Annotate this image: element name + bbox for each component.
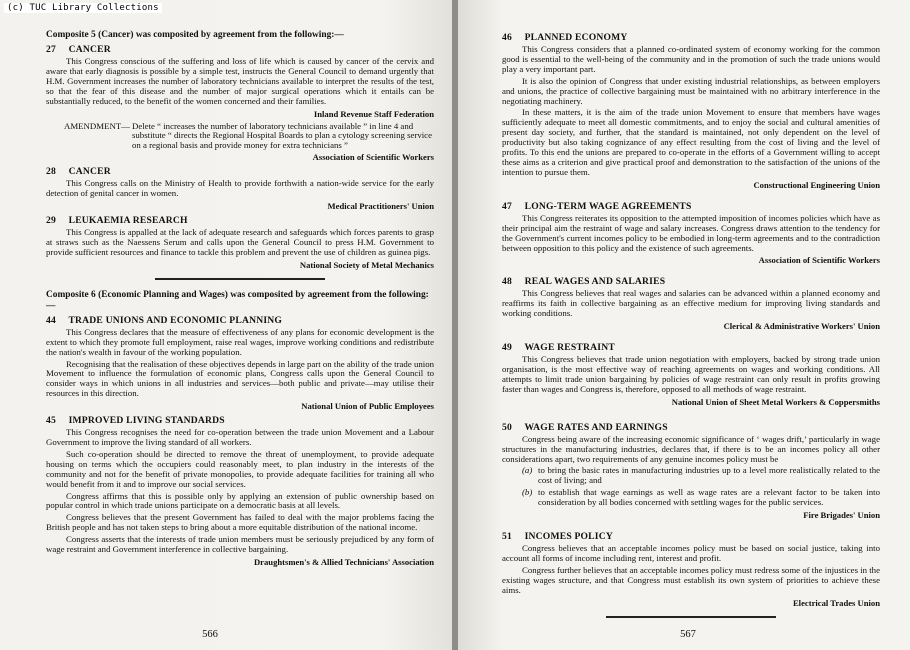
motion-text: Congress asserts that the interests of trade union members must be seriously prejudiced by any form of wage restraint and Government interference in collective bargaining.	[46, 534, 434, 555]
motion-title: WAGE RATES AND EARNINGS	[524, 421, 668, 433]
motion-text: Congress believes that the present Government has failed to deal with the major problems facing the British people and has not taken steps to bring about a more equitable distribution of the national income.	[46, 512, 434, 533]
motion-text: This Congress believes that trade union negotiation with employers, backed by strong trade union organisation, is the most effective way of reaching agreements on wages and working conditions. All attempts to limit trade union bargaining by policies of wage restraint can only result in profits growing faster than wages and Congress is, therefore, opposed to all methods of wage restraint.	[502, 354, 880, 394]
motion-text: This Congress is appalled at the lack of adequate research and safeguards which forces parents to grasp at straws such as the Naessens Serum and calls upon the General Council to press H.M. Government to provide sufficient resources and finance to tackle this problem and prevent the use of children as guinea pigs.	[46, 227, 434, 257]
motion-title: IMPROVED LIVING STANDARDS	[68, 415, 225, 427]
page-number: 566	[202, 629, 218, 640]
motion-47	[502, 201, 880, 266]
motion-title: PLANNED ECONOMY	[524, 32, 628, 43]
motion-46	[502, 32, 880, 190]
motion-text: Congress being aware of the increasing economic significance of ‘ wages drift,’ particularly in wage structures in the manufacturing industries, declares that, if there is to be an incomes policy all other considerations apart, two requirements of any genuine incomes policy must be	[502, 433, 880, 464]
left-page	[0, 0, 452, 650]
motion-text: Such co-operation should be directed to remove the threat of unemployment, to provide adequate housing on terms which the occupiers could reasonably meet, to plan industry in the interests of the community and not for the benefit of private monopolies, to provide adequate facilities for training all who would benefit from it and to improve our social services.	[46, 448, 434, 489]
motion-text: In these matters, it is the aim of the trade union Movement to ensure that members have wages sufficiently adequate to meet all domestic commitments, and to enjoy the social and cultural amenities of present day society, and further, that the standard is maintained, not only dependent on the level of productivity but also taking cognizance of any effect resulting from the cost of living and the level of profits. To this end the unions are prepared to co-operate in the efforts of a Government willing to accept these aims as a criterion and give practical proof and demonstration to the satisfaction of the unions of the intention to pursue them.	[502, 107, 880, 177]
right-page	[458, 0, 910, 650]
motion-number: 46	[502, 32, 512, 43]
motion-45	[46, 415, 434, 567]
motion-number: 29	[46, 215, 56, 227]
amendment-proposer: Association of Scientific Workers	[312, 152, 434, 163]
motion-title: TRADE UNIONS AND ECONOMIC PLANNING	[68, 314, 283, 326]
motion-28	[46, 166, 434, 211]
motion-proposer: Electrical Trades Union	[792, 597, 880, 608]
motion-text: This Congress considers that a planned co-ordinated system of economy working for the common good is essential to the well-being of the community and in the promotion of such the trade unions would play a very important part.	[502, 44, 880, 74]
motion-title: WAGE RESTRAINT	[524, 342, 615, 354]
motion-text: It is also the opinion of Congress that under existing industrial relationships, as between employers and unions, the practice of collective bargaining must be maintained with no arbitrary interference in the negotiating machinery.	[502, 75, 880, 106]
motion-proposer: Clerical & Administrative Workers' Union	[723, 321, 880, 332]
motion-text: This Congress calls on the Ministry of Health to provide forthwith a nation-wide service for the early detection of genital cancer in women.	[46, 178, 434, 199]
amendment	[64, 122, 434, 152]
motion-text: This Congress recognises the need for co-operation between the trade union Movement and a Labour Government to improve the living standard of all workers.	[46, 427, 434, 448]
motion-proposer: National Society of Metal Mechanics	[299, 259, 434, 270]
spacer	[502, 269, 880, 274]
motion-proposer: Fire Brigades' Union	[803, 510, 880, 521]
spacer	[502, 524, 880, 529]
motion-text: This Congress conscious of the suffering and loss of life which is caused by cancer of the cervix and aware that early diagnosis is possible by a simple test, instructs the General Council to demand urgently that H.M. Government increases the number of laboratory technicians available to interpret the results of the test, so that the fear of this disease and the number of major surgical operations which it entails can be substantially reduced, to the benefit of the women concerned and their families.	[46, 56, 434, 106]
collection-watermark: (c) TUC Library Collections	[4, 3, 162, 13]
motion-title: CANCER	[68, 44, 111, 55]
motion-heading	[46, 415, 434, 426]
motion-heading	[502, 422, 880, 433]
motion-text: Recognising that the realisation of these objectives depends in large part on the ability of the trade union Movement to influence the formulation of economic plans, Congress calls upon the General Council to consider ways in which unions in all industries and services—both public and private—may utilise their resources in this direction.	[46, 358, 434, 399]
motion-number: 50	[502, 421, 512, 433]
motion-number: 27	[46, 44, 56, 55]
spacer	[502, 335, 880, 340]
section-divider	[606, 616, 776, 618]
motion-heading	[46, 166, 434, 177]
motion-proposer: Inland Revenue Staff Federation	[313, 108, 434, 119]
motion-heading	[502, 342, 880, 353]
motion-number: 28	[46, 166, 56, 178]
motion-49	[502, 342, 880, 407]
section-divider	[155, 278, 325, 280]
motion-title: CANCER	[68, 166, 111, 178]
motion-48	[502, 276, 880, 331]
amendment-text: Delete “ increases the number of laboratory technicians available ” in line 4 and substitute “ directs the Regional Hospital Boards to plan a cytology screening service on a regional basis and provide money for extra technicians ”	[131, 120, 432, 151]
motion-heading	[502, 32, 880, 43]
motion-title: REAL WAGES AND SALARIES	[524, 276, 666, 288]
spacer	[502, 194, 880, 199]
composite-heading: Composite 6 (Economic Planning and Wages) was composited by agreement from the following:—	[46, 289, 429, 311]
motion-proposer: Draughtsmen's & Allied Technicians' Association	[253, 557, 434, 567]
motion-27	[46, 44, 434, 162]
list-item-text: to bring the basic rates in manufacturing industries up to a level more realistically related to the cost of living; and	[538, 465, 880, 486]
motion-text: Congress believes that an acceptable incomes policy must be based on social justice, taking into account all forms of income including rent, interest and profit.	[502, 543, 880, 563]
motion-number: 45	[46, 415, 56, 427]
motion-number: 47	[502, 200, 512, 212]
motion-heading	[502, 276, 880, 287]
motion-title: LEUKAEMIA RESEARCH	[68, 215, 188, 227]
motion-51	[502, 531, 880, 608]
motion-number: 48	[502, 276, 512, 288]
motion-number: 49	[502, 342, 512, 354]
motion-text: This Congress declares that the measure of effectiveness of any plans for economic development is the extent to which they promote full employment, raise real wages, improve working conditions and redistribute the nation's wealth in favour of the working population.	[46, 326, 434, 357]
motion-heading	[502, 531, 880, 542]
spacer	[502, 411, 880, 420]
motion-text: Congress affirms that this is possible only by applying an extension of public ownership based on popular control in which trade unions participate on a democratic basis at all levels.	[46, 490, 434, 511]
motion-text: This Congress reiterates its opposition to the attempted imposition of incomes policies which have as their principal aim the restraint of wage and salary increases. Congress draws attention to the tendency for the Government's current incomes policy to be embodied in long-term agreements and to the contradiction between opposition to this policy and the existence of such agreements.	[502, 212, 880, 253]
motion-heading	[46, 215, 434, 226]
composite-heading: Composite 5 (Cancer) was composited by agreement from the following:—	[46, 30, 344, 40]
motion-heading	[46, 315, 434, 326]
motion-44	[46, 315, 434, 411]
list-item-label: (b)	[522, 487, 533, 498]
list-item-label: (a)	[522, 465, 533, 476]
amendment-label: AMENDMENT—	[64, 120, 130, 131]
page-number: 567	[680, 629, 696, 640]
motion-text: This Congress believes that real wages and salaries can be advanced within a planned economy and reaffirms its faith in collective bargaining as an effective medium for improving living standards and working conditions.	[502, 288, 880, 319]
motion-proposer: Constructional Engineering Union	[753, 179, 880, 190]
motion-number: 44	[46, 314, 56, 326]
motion-proposer: Association of Scientific Workers	[758, 255, 880, 266]
list-item	[522, 488, 880, 508]
list-item-text: to establish that wage earnings as well as wage rates are a relevant factor to be taken into consideration by all bodies concerned with settling wages for the public services.	[538, 487, 880, 508]
motion-proposer: National Union of Public Employees	[301, 401, 434, 412]
motion-proposer: National Union of Sheet Metal Workers & Coppersmiths	[671, 396, 880, 407]
motion-29	[46, 215, 434, 270]
motion-title: LONG-TERM WAGE AGREEMENTS	[524, 200, 692, 212]
list-item	[522, 466, 880, 486]
motion-number: 51	[502, 531, 512, 543]
motion-proposer: Medical Practitioners' Union	[327, 201, 434, 212]
motion-heading	[46, 44, 434, 55]
motion-text: Congress further believes that an acceptable incomes policy must redress some of the injustices in the existing wages structure, and that Congress must establish its own system of priorities to achieve these aims.	[502, 564, 880, 595]
motion-heading	[502, 201, 880, 212]
motion-50	[502, 422, 880, 520]
motion-title: INCOMES POLICY	[524, 531, 613, 543]
